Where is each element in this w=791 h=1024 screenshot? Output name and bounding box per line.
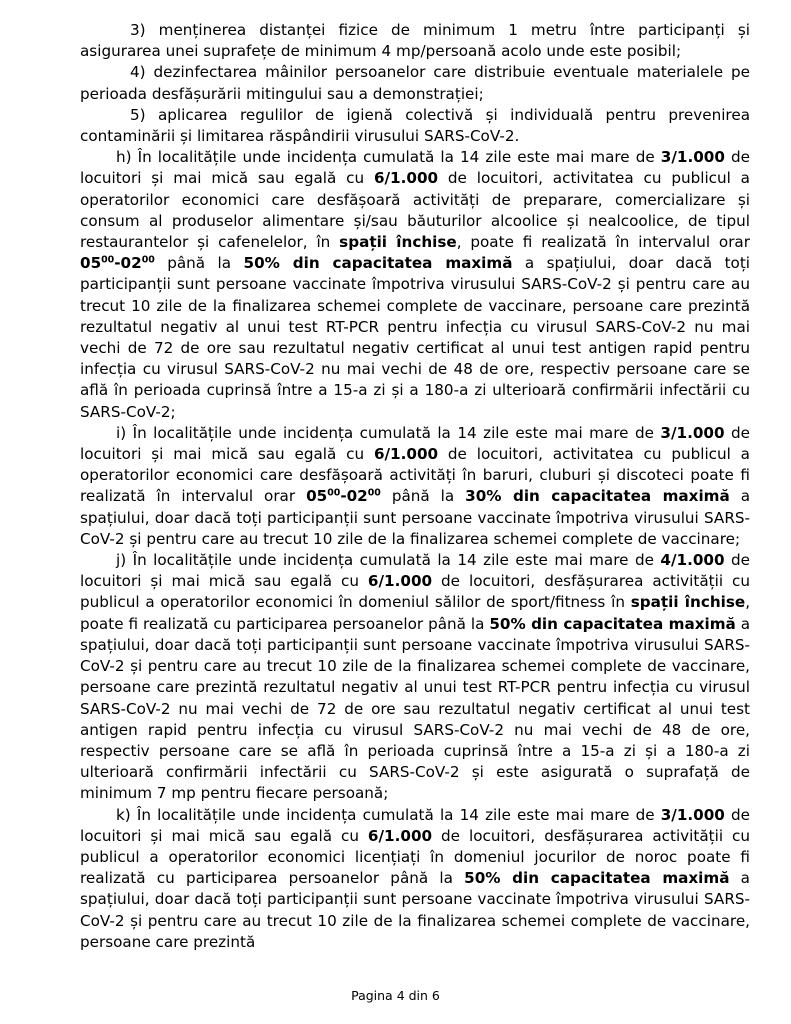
bold-text: 05 bbox=[80, 254, 102, 273]
paragraph-text: de locuitori, activitatea cu publicul a operatorilor economici care desfășoară activități de preparare, comercializare și consum al produselor alimentare și/sau băuturilor alcoolice și nealcoolice, de tipul restaurantelor și cafenelelor, în bbox=[80, 169, 750, 252]
lettered-paragraph bbox=[80, 423, 750, 550]
bold-text: 50% din capacitatea maximă bbox=[489, 614, 736, 633]
bold-text: -02 bbox=[114, 254, 142, 273]
paragraph-text: a spațiului, doar dacă toți participanții sunt persoane vaccinate împotriva virusului SARS-CoV-2 și pentru care au trecut 10 zile de la finalizarea schemei complete de vaccinare, persoane care prezintă rezultatul negativ al unui test RT-PCR pentru infecția cu virusul SARS-CoV-2 nu mai vechi de 72 de ore sau rezultatul negativ certificat al unui test antigen rapid pentru infecția cu virusul SARS-CoV-2 nu mai vechi de 48 de ore, respectiv persoane care se află în perioada cuprinsă între a 15-a zi și a 180-a zi ulterioară confirmării infectării cu SARS-CoV-2 și este asigurată o suprafață de minimum 7 mp pentru fiecare persoană; bbox=[80, 614, 750, 803]
bold-text: spații închise bbox=[630, 593, 746, 612]
numbered-subparagraph bbox=[80, 62, 750, 104]
paragraph-text: de locuitori și mai mică sau egală cu bbox=[80, 148, 750, 188]
paragraph-text: a spațiului, doar dacă toți participanții sunt persoane vaccinate împotriva virusului SARS-CoV-2 și pentru care au trecut 10 zile de la finalizarea schemei complete de vaccinare, persoane care prezintă bbox=[80, 869, 750, 951]
bold-text: 30% din capacitatea maximă bbox=[465, 487, 730, 506]
superscript-text: 00 bbox=[327, 487, 341, 499]
page-number-footer: Pagina 4 din 6 bbox=[351, 988, 440, 1003]
bold-text: 3/1.000 bbox=[660, 423, 725, 442]
paragraph-text: 3) menținerea distanței fizice de minimum 1 metru între participanți și asigurarea unei suprafețe de minimum 4 mp/persoană acolo unde este posibil; bbox=[80, 21, 750, 61]
bold-text: 50% din capacitatea maximă bbox=[464, 869, 730, 888]
bold-text: 3/1.000 bbox=[660, 148, 725, 167]
lettered-paragraph bbox=[80, 147, 750, 423]
paragraph-text: a spațiului, doar dacă toți participanții sunt persoane vaccinate împotriva virusului SARS-CoV-2 și pentru care au trecut 10 zile de la finalizarea schemei complete de vaccinare; bbox=[80, 487, 751, 548]
paragraph-text: a spațiului, doar dacă toți participanții sunt persoane vaccinate împotriva virusului SARS-CoV-2 și pentru care au trecut 10 zile de la finalizarea schemei complete de vaccinare, persoane care prezintă rezultatul negativ al unui test RT-PCR pentru infecția cu virusul SARS-CoV-2 nu mai vechi de 72 de ore sau rezultatul negativ certificat al unui test antigen rapid pentru infecția cu virusul SARS-CoV-2 nu mai vechi de 48 de ore, respectiv persoane care se află în perioada cuprinsă între a 15-a zi și a 180-a zi ulterioară confirmării infectării cu SARS-CoV-2; bbox=[80, 254, 751, 421]
paragraph-text: 5) aplicarea regulilor de igienă colectivă și individuală pentru prevenirea contaminării și limitarea răspândirii virusului SARS-CoV-2. bbox=[80, 105, 750, 146]
paragraph-text: până la bbox=[380, 487, 466, 506]
paragraph-text: de locuitori și mai mică sau egală cu bbox=[80, 423, 750, 464]
superscript-text: 00 bbox=[367, 487, 381, 499]
paragraph-text: 4) dezinfectarea mâinilor persoanelor care distribuie eventuale materialele pe perioada desfășurării mitingului sau a demonstrației; bbox=[80, 63, 750, 103]
lettered-paragraph bbox=[80, 805, 750, 953]
paragraph-text: de locuitori, desfășurarea activității cu publicul a operatorilor economici în domeniul sălilor de sport/fitness în bbox=[80, 572, 750, 612]
bold-text: 05 bbox=[306, 487, 328, 506]
paragraph-text: h) În localitățile unde incidența cumulată la 14 zile este mai mare de bbox=[116, 148, 661, 167]
paragraph-text: i) În localitățile unde incidența cumulată la 14 zile este mai mare de bbox=[116, 423, 661, 442]
bold-text: -02 bbox=[340, 487, 368, 506]
paragraph-text: k) În localitățile unde incidența cumulată la 14 zile este mai mare de bbox=[116, 805, 661, 824]
paragraph-text: de locuitori, activitatea cu publicul a operatorilor economici care desfășoară activități în baruri, cluburi și discoteci poate fi realizată în intervalul orar bbox=[80, 445, 750, 506]
bold-text: 6/1.000 bbox=[367, 826, 433, 845]
superscript-text: 00 bbox=[141, 254, 155, 266]
paragraph-text: , poate fi realizată cu participarea persoanelor până la bbox=[80, 593, 751, 633]
bold-text: 6/1.000 bbox=[373, 445, 439, 464]
numbered-subparagraph bbox=[80, 105, 750, 147]
lettered-paragraph bbox=[80, 550, 750, 804]
paragraph-text: de locuitori și mai mică sau egală cu bbox=[80, 551, 750, 591]
paragraph-text: , poate fi realizată în intervalul orar bbox=[456, 233, 750, 252]
paragraph-text: până la bbox=[154, 254, 244, 273]
document-body bbox=[80, 20, 750, 953]
bold-text: 6/1.000 bbox=[373, 169, 439, 188]
bold-text: 4/1.000 bbox=[660, 551, 725, 570]
paragraph-text: j) În localitățile unde incidența cumulată la 14 zile este mai mare de bbox=[116, 551, 661, 570]
bold-text: 3/1.000 bbox=[660, 805, 725, 824]
bold-text: spații închise bbox=[339, 233, 457, 252]
bold-text: 50% din capacitatea maximă bbox=[243, 254, 513, 273]
numbered-subparagraph bbox=[80, 20, 750, 62]
superscript-text: 00 bbox=[101, 254, 115, 266]
paragraph-text: de locuitori și mai mică sau egală cu bbox=[80, 805, 750, 845]
bold-text: 6/1.000 bbox=[367, 572, 433, 591]
paragraph-text: de locuitori, desfășurarea activității cu publicul a operatorilor economici licențiați în domeniul jocurilor de noroc poate fi realizată cu participarea persoanelor până la bbox=[80, 826, 750, 888]
